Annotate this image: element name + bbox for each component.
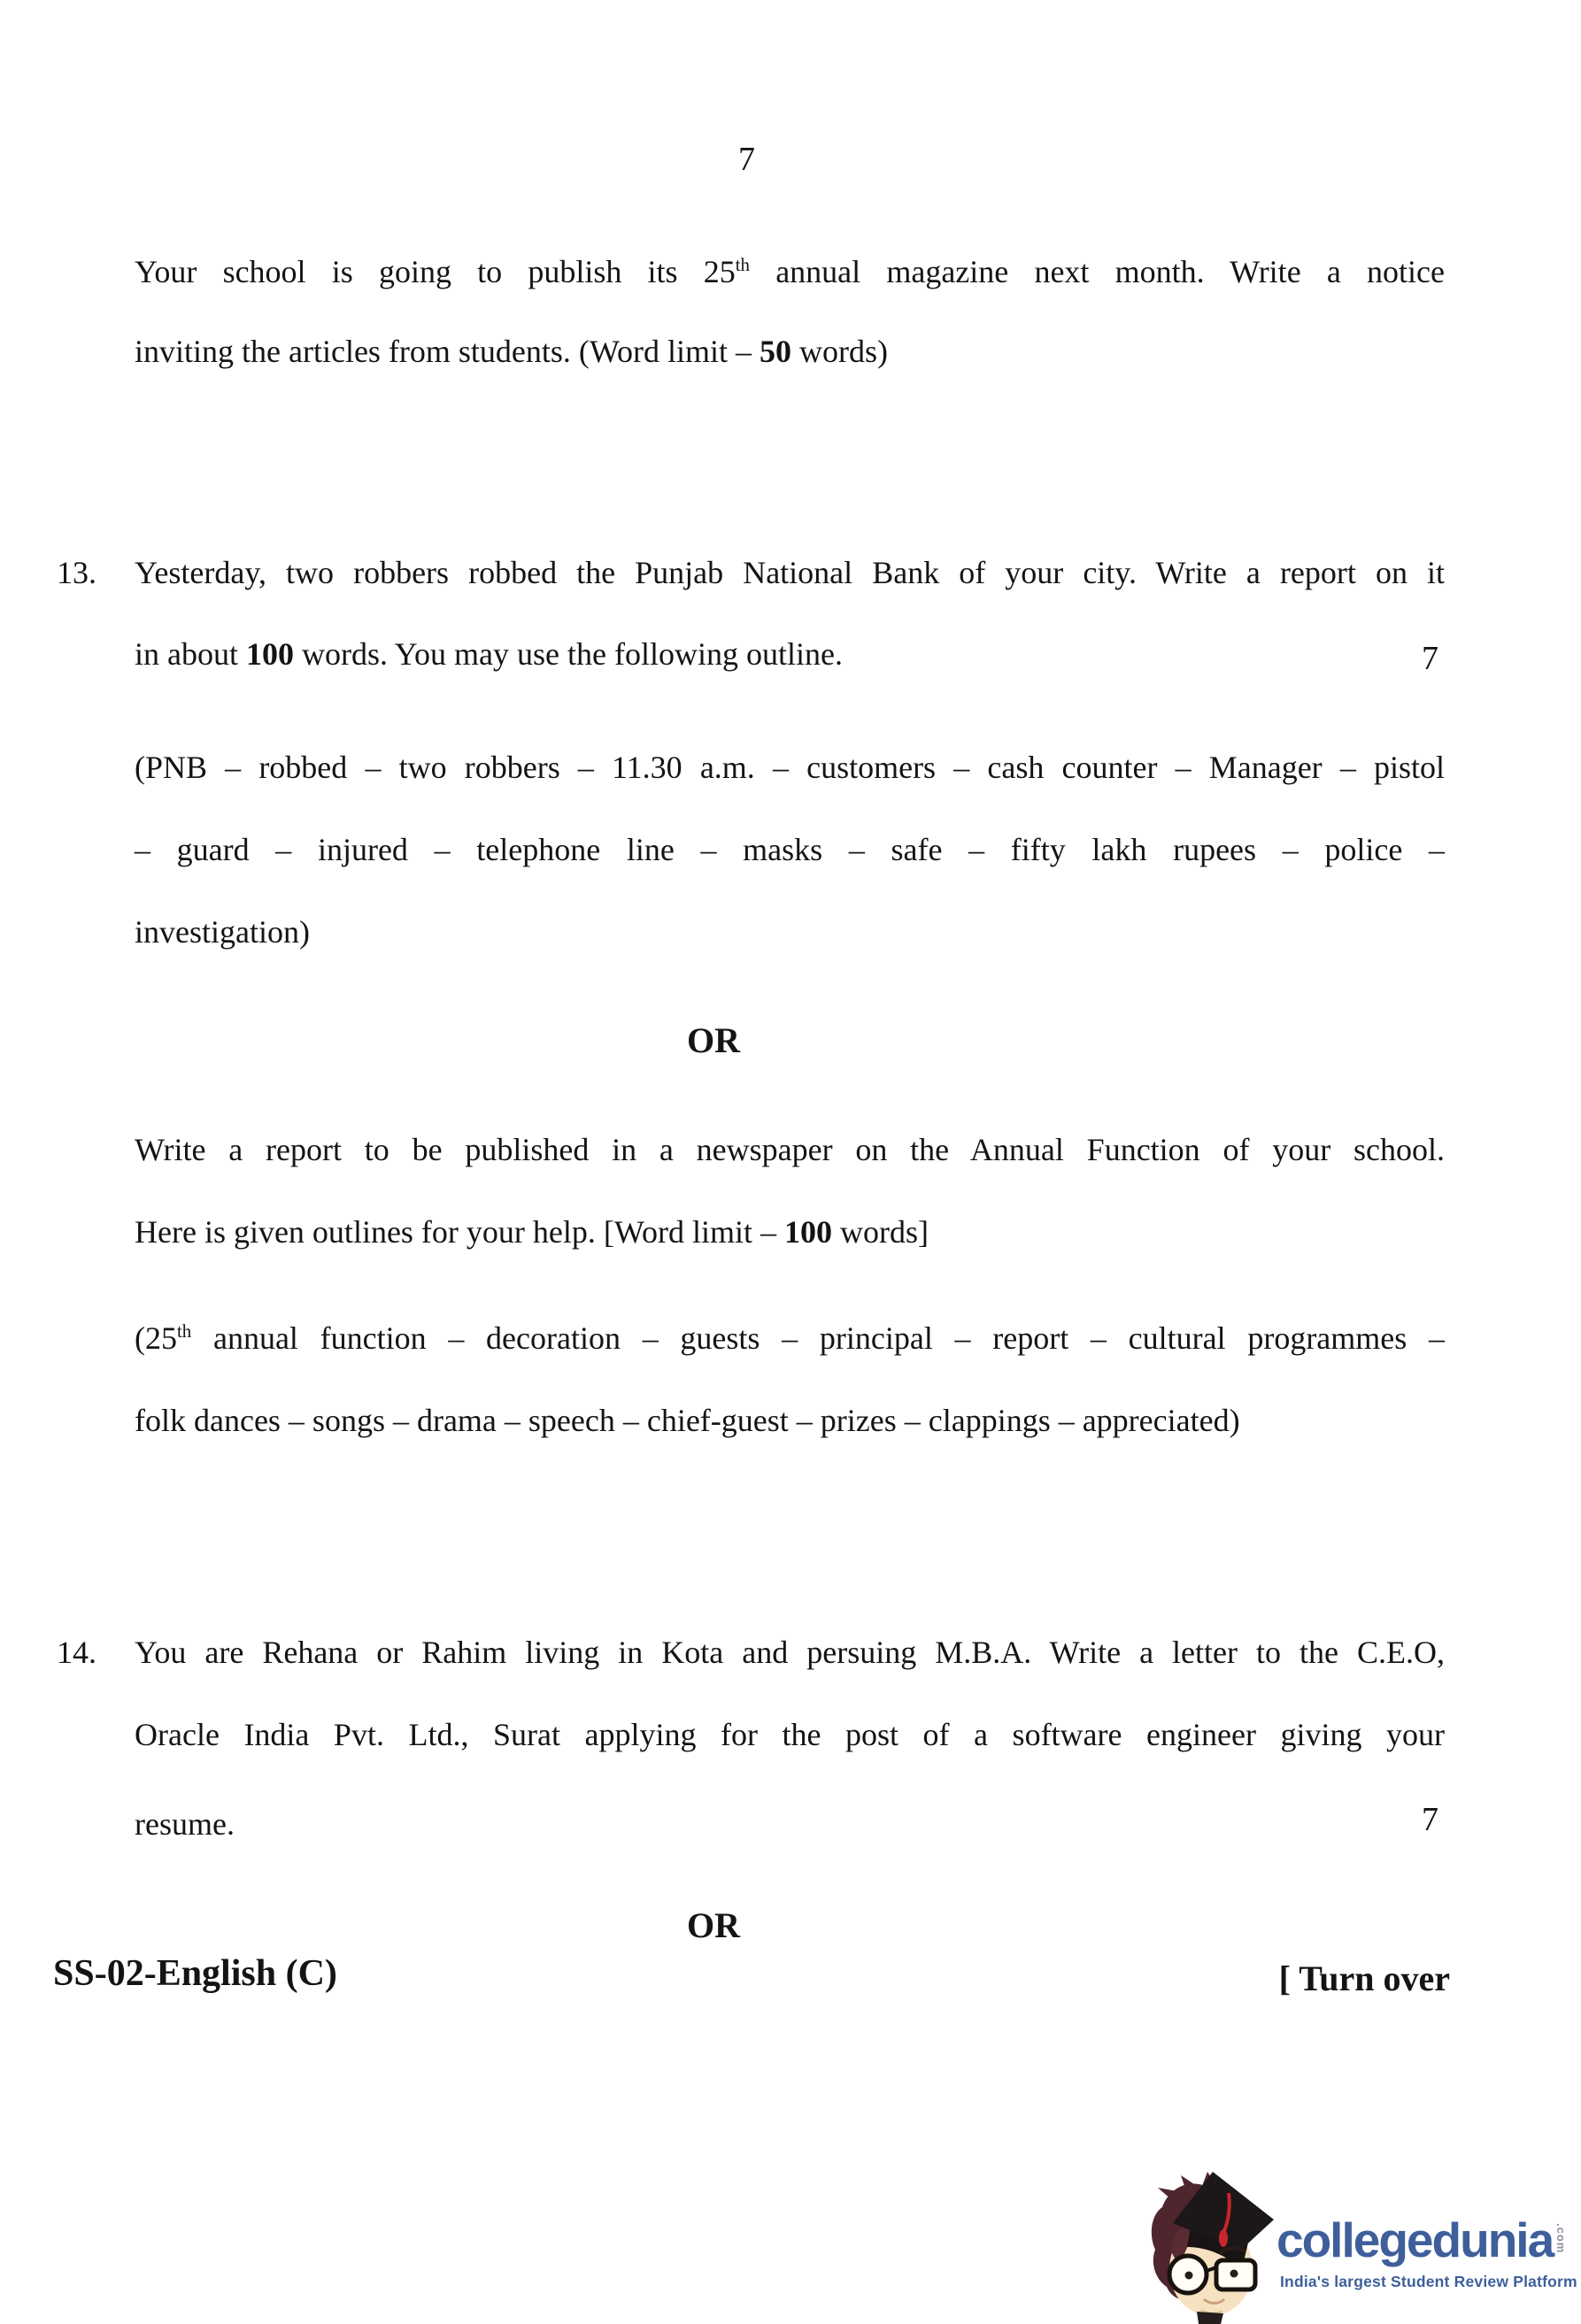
q14-line-3: resume. [135, 1806, 235, 1842]
collegedunia-logo [1142, 2165, 1581, 2324]
collegedunia-brand-text: collegedunia [1276, 2212, 1554, 2267]
q13-or-line-1: Write a report to be published in a newspaper on the Annual Function of your school. [135, 1132, 1445, 1167]
turn-over-note: [ Turn over [1278, 1958, 1450, 1998]
question-13-number: 13. [57, 555, 96, 590]
q12-line-2 [135, 332, 1445, 372]
superscript-th-2: th [177, 1320, 192, 1342]
q14-line-2: Oracle India Pvt. Ltd., Surat applying for the post of a software engineer giving your [135, 1717, 1445, 1752]
q13-outline-line-2: – guard – injured – telephone line – masks – safe – fifty lakh rupees – police – [135, 832, 1445, 867]
q13-or-line-2-rest: words] [831, 1214, 929, 1250]
q13-or-outline-rest: annual function – decoration – guests – principal – report – cultural programmes – [191, 1320, 1445, 1356]
page-number: 7 [738, 141, 755, 178]
q12-line-2-rest: words) [791, 334, 888, 369]
superscript-th: th [735, 254, 750, 275]
or-separator-2: OR [687, 1905, 740, 1945]
q13-marks: 7 [1422, 640, 1438, 677]
q13-or-outline-line-2: folk dances – songs – drama – speech – chief-guest – prizes – clappings – appreciated) [135, 1403, 1240, 1438]
q13-or-outline-line-1 [135, 1319, 1445, 1358]
q13-line-1: Yesterday, two robbers robbed the Punjab National Bank of your city. Write a report on it [135, 555, 1445, 590]
q12-line-1-rest: annual magazine next month. Write a notice [750, 254, 1445, 289]
word-limit-100-or: 100 [783, 1214, 832, 1250]
q12-line-1-text: Your school is going to publish its 25 [135, 254, 736, 289]
q14-line-1: You are Rehana or Rahim living in Kota and persuing M.B.A. Write a letter to the C.E.O, [135, 1635, 1445, 1670]
q13-or-line-2-text: Here is given outlines for your help. [Word limit – [135, 1214, 784, 1250]
q13-line-2-text: in about [135, 636, 246, 672]
q13-outline-line-1: (PNB – robbed – two robbers – 11.30 a.m. – customers – cash counter – Manager – pistol [135, 750, 1445, 785]
q13-or-line-2 [135, 1212, 1445, 1252]
q13-or-outline-pre: (25 [135, 1320, 177, 1356]
collegedunia-tagline: India's largest Student Review Platform [1280, 2273, 1577, 2290]
question-14-number: 14. [57, 1635, 96, 1670]
q14-marks: 7 [1422, 1801, 1438, 1838]
or-separator-1: OR [687, 1020, 740, 1060]
q13-line-2 [135, 635, 1445, 674]
q12-line-2-text: inviting the articles from students. (Word limit – [135, 334, 760, 369]
paper-code: SS-02-English (C) [53, 1953, 337, 1994]
word-limit-50: 50 [760, 334, 791, 369]
collegedunia-tld: .com [1554, 2223, 1569, 2254]
q12-line-1 [135, 252, 1445, 292]
q13-outline-line-3: investigation) [135, 914, 310, 950]
collegedunia-brand-row [1276, 2212, 1569, 2267]
word-limit-100: 100 [245, 636, 294, 672]
q13-line-2-rest: words. You may use the following outline. [293, 636, 843, 672]
collegedunia-mascot-icon [1142, 2168, 1276, 2324]
